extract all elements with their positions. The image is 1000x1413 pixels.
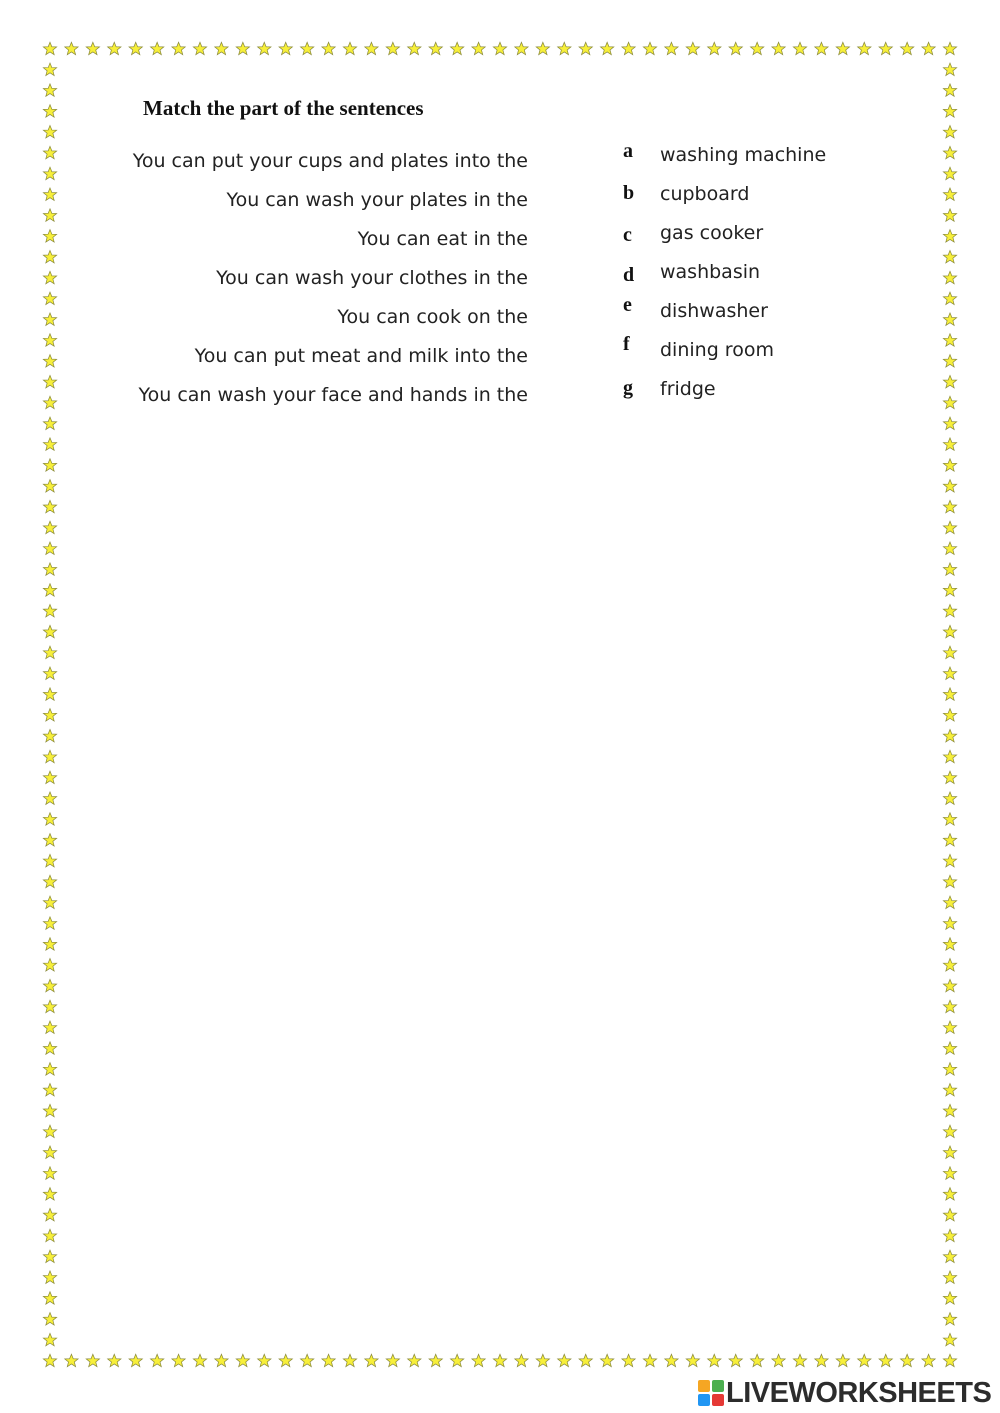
- star-icon: [43, 334, 56, 346]
- star-icon: [193, 42, 206, 54]
- star-icon: [943, 126, 956, 138]
- star-icon: [43, 1229, 56, 1241]
- logo-text: LIVEWORKSHEETS: [726, 1376, 992, 1409]
- star-icon: [429, 42, 442, 54]
- star-icon: [65, 42, 78, 54]
- star-icon: [43, 750, 56, 762]
- option-d[interactable]: [618, 257, 958, 296]
- star-icon: [729, 42, 742, 54]
- star-icon: [43, 271, 56, 283]
- star-icon: [943, 771, 956, 783]
- star-icon: [943, 42, 956, 54]
- star-icon: [43, 521, 56, 533]
- star-icon: [643, 42, 656, 54]
- star-icon: [601, 42, 614, 54]
- star-icon: [43, 604, 56, 616]
- star-icon: [922, 1354, 935, 1366]
- sentence-stem-7: You can wash your face and hands in the: [138, 384, 528, 406]
- option-word: gas cooker: [660, 222, 764, 244]
- star-icon: [943, 792, 956, 804]
- star-icon: [815, 1354, 828, 1366]
- star-icon: [43, 896, 56, 908]
- star-icon: [536, 42, 549, 54]
- star-icon: [408, 42, 421, 54]
- star-icon: [43, 1354, 56, 1366]
- star-icon: [151, 42, 164, 54]
- option-word: dining room: [660, 339, 774, 361]
- star-icon: [43, 584, 56, 596]
- option-f[interactable]: [618, 335, 958, 374]
- star-icon: [108, 42, 121, 54]
- star-icon: [943, 959, 956, 971]
- star-icon: [43, 709, 56, 721]
- logo-cell: [698, 1394, 710, 1406]
- star-icon: [215, 42, 228, 54]
- star-icon: [43, 667, 56, 679]
- star-icon: [943, 875, 956, 887]
- star-icon: [408, 1354, 421, 1366]
- star-icon: [193, 1354, 206, 1366]
- star-icon: [879, 42, 892, 54]
- sentence-stems: [100, 145, 528, 418]
- star-icon: [43, 688, 56, 700]
- star-icon: [579, 42, 592, 54]
- star-icon: [43, 459, 56, 471]
- star-icon: [943, 979, 956, 991]
- star-icon: [43, 854, 56, 866]
- star-icon: [943, 667, 956, 679]
- star-icon: [43, 375, 56, 387]
- star-icon: [708, 1354, 721, 1366]
- star-icon: [43, 167, 56, 179]
- star-icon: [43, 230, 56, 242]
- option-e[interactable]: [618, 296, 958, 335]
- liveworksheets-logo: [698, 1377, 991, 1409]
- star-icon: [943, 1271, 956, 1283]
- star-icon: [43, 1063, 56, 1075]
- option-letter: g: [623, 377, 633, 399]
- star-icon: [686, 42, 699, 54]
- star-icon: [836, 42, 849, 54]
- star-icon: [43, 42, 56, 54]
- star-icon: [943, 896, 956, 908]
- star-icon: [43, 1000, 56, 1012]
- star-icon: [301, 42, 314, 54]
- star-icon: [322, 42, 335, 54]
- star-icon: [472, 1354, 485, 1366]
- sentence-stem-3: You can eat in the: [357, 228, 528, 250]
- star-icon: [43, 1333, 56, 1345]
- option-letter: e: [623, 294, 632, 316]
- star-icon: [901, 1354, 914, 1366]
- star-icon: [43, 126, 56, 138]
- option-letter: f: [623, 333, 630, 355]
- star-icon: [451, 1354, 464, 1366]
- star-icon: [515, 1354, 528, 1366]
- star-icon: [86, 42, 99, 54]
- star-icon: [172, 1354, 185, 1366]
- star-icon: [429, 1354, 442, 1366]
- star-icon: [43, 188, 56, 200]
- option-word: cupboard: [660, 183, 750, 205]
- star-icon: [343, 42, 356, 54]
- star-icon: [43, 146, 56, 158]
- star-icon: [622, 1354, 635, 1366]
- star-icon: [815, 42, 828, 54]
- star-icon: [43, 1167, 56, 1179]
- star-icon: [493, 1354, 506, 1366]
- star-icon: [43, 355, 56, 367]
- star-icon: [943, 625, 956, 637]
- sentence-stem-5: You can cook on the: [337, 306, 528, 328]
- star-icon: [43, 729, 56, 741]
- star-icon: [43, 105, 56, 117]
- star-icon: [901, 42, 914, 54]
- star-icon: [43, 1042, 56, 1054]
- star-icon: [858, 1354, 871, 1366]
- star-icon: [43, 1083, 56, 1095]
- star-icon: [943, 1250, 956, 1262]
- star-icon: [43, 1021, 56, 1033]
- star-icon: [943, 1354, 956, 1366]
- option-word: washing machine: [660, 144, 827, 166]
- star-icon: [43, 813, 56, 825]
- star-icon: [943, 417, 956, 429]
- star-icon: [386, 42, 399, 54]
- star-icon: [129, 1354, 142, 1366]
- star-icon: [258, 1354, 271, 1366]
- star-icon: [43, 771, 56, 783]
- star-icon: [943, 1333, 956, 1345]
- star-icon: [301, 1354, 314, 1366]
- star-icon: [943, 604, 956, 616]
- star-icon: [43, 542, 56, 554]
- star-icon: [451, 42, 464, 54]
- option-a[interactable]: [618, 140, 958, 179]
- star-icon: [43, 209, 56, 221]
- star-icon: [943, 542, 956, 554]
- star-icon: [43, 438, 56, 450]
- star-icon: [943, 1063, 956, 1075]
- star-icon: [943, 1000, 956, 1012]
- star-icon: [943, 1292, 956, 1304]
- star-icon: [236, 1354, 249, 1366]
- star-icon: [43, 1146, 56, 1158]
- star-icon: [43, 292, 56, 304]
- option-g[interactable]: [618, 374, 958, 413]
- star-icon: [943, 1208, 956, 1220]
- star-icon: [279, 42, 292, 54]
- star-icon: [43, 1313, 56, 1325]
- star-icon: [43, 979, 56, 991]
- star-icon: [43, 792, 56, 804]
- star-icon: [365, 42, 378, 54]
- star-icon: [172, 42, 185, 54]
- star-icon: [236, 42, 249, 54]
- option-c[interactable]: [618, 218, 958, 257]
- star-icon: [943, 105, 956, 117]
- star-icon: [943, 1104, 956, 1116]
- star-icon: [943, 500, 956, 512]
- star-icon: [943, 459, 956, 471]
- star-icon: [943, 938, 956, 950]
- star-icon: [43, 625, 56, 637]
- star-icon: [258, 42, 271, 54]
- star-icon: [365, 1354, 378, 1366]
- option-word: fridge: [660, 378, 716, 400]
- option-word: dishwasher: [660, 300, 768, 322]
- option-b[interactable]: [618, 179, 958, 218]
- star-icon: [343, 1354, 356, 1366]
- star-icon: [43, 959, 56, 971]
- star-icon: [729, 1354, 742, 1366]
- star-icon: [643, 1354, 656, 1366]
- star-icon: [943, 709, 956, 721]
- star-icon: [793, 42, 806, 54]
- star-icon: [858, 42, 871, 54]
- star-icon: [772, 42, 785, 54]
- star-icon: [43, 396, 56, 408]
- star-icon: [665, 1354, 678, 1366]
- star-icon: [43, 313, 56, 325]
- sentence-stem-6: You can put meat and milk into the: [194, 345, 528, 367]
- star-icon: [43, 834, 56, 846]
- star-icon: [686, 1354, 699, 1366]
- star-icon: [943, 521, 956, 533]
- star-icon: [943, 1146, 956, 1158]
- option-letter: c: [623, 224, 632, 246]
- star-icon: [43, 1271, 56, 1283]
- star-icon: [151, 1354, 164, 1366]
- star-icon: [943, 917, 956, 929]
- star-icon: [943, 1188, 956, 1200]
- star-icon: [215, 1354, 228, 1366]
- option-letter: d: [623, 264, 635, 286]
- star-icon: [43, 1208, 56, 1220]
- star-icon: [751, 42, 764, 54]
- star-icon: [943, 1083, 956, 1095]
- logo-cell: [712, 1394, 724, 1406]
- star-icon: [793, 1354, 806, 1366]
- star-icon: [43, 1125, 56, 1137]
- star-icon: [665, 42, 678, 54]
- star-icon: [43, 875, 56, 887]
- star-icon: [472, 42, 485, 54]
- star-icon: [836, 1354, 849, 1366]
- star-icon: [943, 729, 956, 741]
- star-icon: [43, 646, 56, 658]
- star-icon: [943, 1125, 956, 1137]
- star-icon: [943, 563, 956, 575]
- star-icon: [922, 42, 935, 54]
- star-icon: [43, 938, 56, 950]
- star-icon: [943, 646, 956, 658]
- star-icon: [943, 813, 956, 825]
- logo-cell: [698, 1380, 710, 1392]
- star-icon: [43, 1250, 56, 1262]
- star-icon: [43, 1104, 56, 1116]
- star-icon: [43, 917, 56, 929]
- star-icon: [879, 1354, 892, 1366]
- star-icon: [129, 42, 142, 54]
- star-icon: [943, 854, 956, 866]
- star-icon: [65, 1354, 78, 1366]
- star-icon: [43, 1188, 56, 1200]
- star-icon: [43, 417, 56, 429]
- star-icon: [536, 1354, 549, 1366]
- option-letter: a: [623, 140, 633, 162]
- star-icon: [558, 1354, 571, 1366]
- sentence-stem-4: You can wash your clothes in the: [216, 267, 528, 289]
- star-icon: [558, 42, 571, 54]
- star-icon: [601, 1354, 614, 1366]
- star-icon: [943, 1042, 956, 1054]
- star-icon: [43, 563, 56, 575]
- star-icon: [322, 1354, 335, 1366]
- star-icon: [43, 1292, 56, 1304]
- star-icon: [943, 1167, 956, 1179]
- star-icon: [943, 688, 956, 700]
- option-word: washbasin: [660, 261, 761, 283]
- star-icon: [708, 42, 721, 54]
- liveworksheets-logo-icon: [698, 1380, 724, 1406]
- star-icon: [943, 750, 956, 762]
- option-letter: b: [623, 182, 635, 204]
- star-icon: [43, 84, 56, 96]
- star-icon: [772, 1354, 785, 1366]
- star-icon: [108, 1354, 121, 1366]
- star-icon: [943, 1313, 956, 1325]
- star-icon: [43, 250, 56, 262]
- star-icon: [386, 1354, 399, 1366]
- star-icon: [943, 438, 956, 450]
- star-icon: [579, 1354, 592, 1366]
- star-icon: [43, 63, 56, 75]
- star-icon: [943, 1021, 956, 1033]
- star-icon: [943, 1229, 956, 1241]
- star-icon: [943, 834, 956, 846]
- star-icon: [43, 500, 56, 512]
- star-icon: [751, 1354, 764, 1366]
- star-icon: [943, 63, 956, 75]
- star-icon: [43, 480, 56, 492]
- sentence-stem-2: You can wash your plates in the: [226, 189, 528, 211]
- answer-options: [618, 140, 958, 413]
- worksheet-title: Match the part of the sentences: [143, 96, 424, 120]
- star-icon: [493, 42, 506, 54]
- logo-cell: [712, 1380, 724, 1392]
- star-icon: [943, 480, 956, 492]
- star-icon: [943, 84, 956, 96]
- sentence-stem-1: You can put your cups and plates into the: [132, 150, 528, 172]
- star-icon: [622, 42, 635, 54]
- star-icon: [515, 42, 528, 54]
- star-icon: [943, 584, 956, 596]
- star-icon: [86, 1354, 99, 1366]
- star-icon: [279, 1354, 292, 1366]
